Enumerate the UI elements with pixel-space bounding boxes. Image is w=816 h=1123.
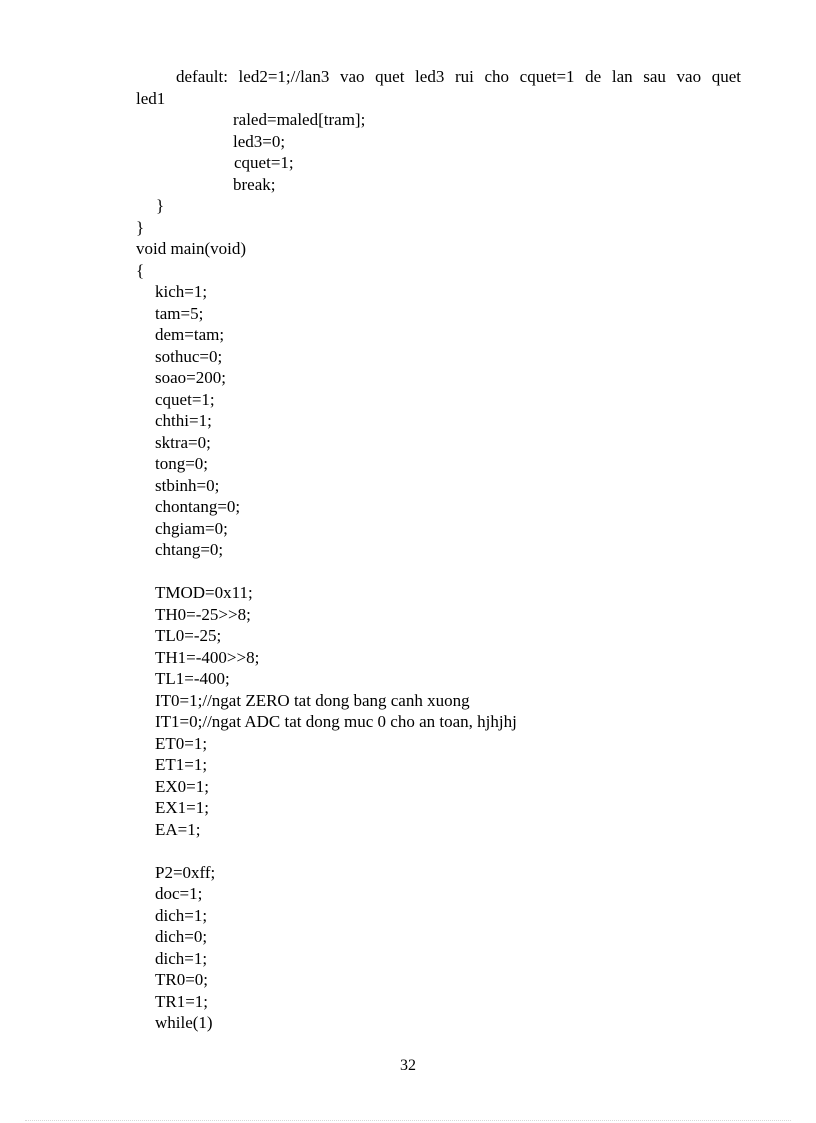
code-line: dem=tam; [155, 325, 225, 344]
code-line: TR0=0; [155, 970, 209, 989]
code-line: TH0=-25>>8; [155, 604, 251, 624]
code-listing [0, 66, 816, 1034]
blank-line [0, 840, 816, 862]
code-line: TL1=-400; [155, 669, 230, 688]
code-line: chtang=0; [155, 540, 224, 559]
code-line: cquet=1; [234, 153, 294, 172]
code-line: sothuc=0; [155, 346, 223, 366]
code-line: kich=1; [155, 282, 208, 301]
code-line: TH1=-400>>8; [155, 647, 260, 667]
code-line-default-case [0, 66, 816, 109]
code-line: TL0=-25; [155, 626, 222, 645]
code-line: sktra=0; [155, 432, 211, 452]
code-line: ET1=1; [155, 755, 208, 774]
code-line: EX0=1; [155, 776, 209, 796]
code-line: dich=1; [155, 905, 208, 925]
code-line: EX1=1; [155, 798, 209, 817]
code-line: ET0=1; [155, 733, 208, 753]
code-line: EA=1; [155, 819, 201, 839]
blank-line [0, 561, 816, 583]
code-line: dich=0; [155, 927, 208, 946]
code-line: cquet=1; [155, 389, 215, 409]
code-line: void main(void) [136, 239, 247, 258]
code-line: tam=5; [155, 303, 204, 323]
code-line: TR1=1; [155, 991, 209, 1011]
code-line: chontang=0; [155, 497, 241, 516]
code-line: soao=200; [155, 368, 226, 387]
code-line: dich=1; [155, 948, 208, 968]
page-number: 32 [400, 1057, 416, 1074]
code-line: chgiam=0; [155, 518, 228, 538]
code-line: while(1) [155, 1013, 213, 1032]
code-line: IT0=1;//ngat ZERO tat dong bang canh xuong [155, 690, 470, 710]
code-line: chthi=1; [155, 411, 212, 430]
code-line: tong=0; [155, 454, 209, 473]
page-bottom-divider [25, 1120, 791, 1121]
code-line: } [156, 196, 165, 215]
code-line: } [136, 217, 145, 237]
code-line: stbinh=0; [155, 475, 220, 495]
code-line: doc=1; [155, 884, 203, 903]
code-line: break; [233, 174, 276, 194]
code-line: TMOD=0x11; [155, 583, 253, 602]
code-line: led3=0; [233, 131, 286, 151]
code-line: raled=maled[tram]; [233, 110, 366, 129]
code-line-default-case-wrap: led1 [136, 88, 166, 108]
code-line-default-case-first: default: led2=1;//lan3 vao quet led3 rui cho cquet=1 de lan sau vao quet [176, 67, 741, 86]
code-line: P2=0xff; [155, 862, 216, 882]
code-line: IT1=0;//ngat ADC tat dong muc 0 cho an toan, hjhjhj [155, 712, 517, 731]
code-line: { [136, 260, 145, 280]
